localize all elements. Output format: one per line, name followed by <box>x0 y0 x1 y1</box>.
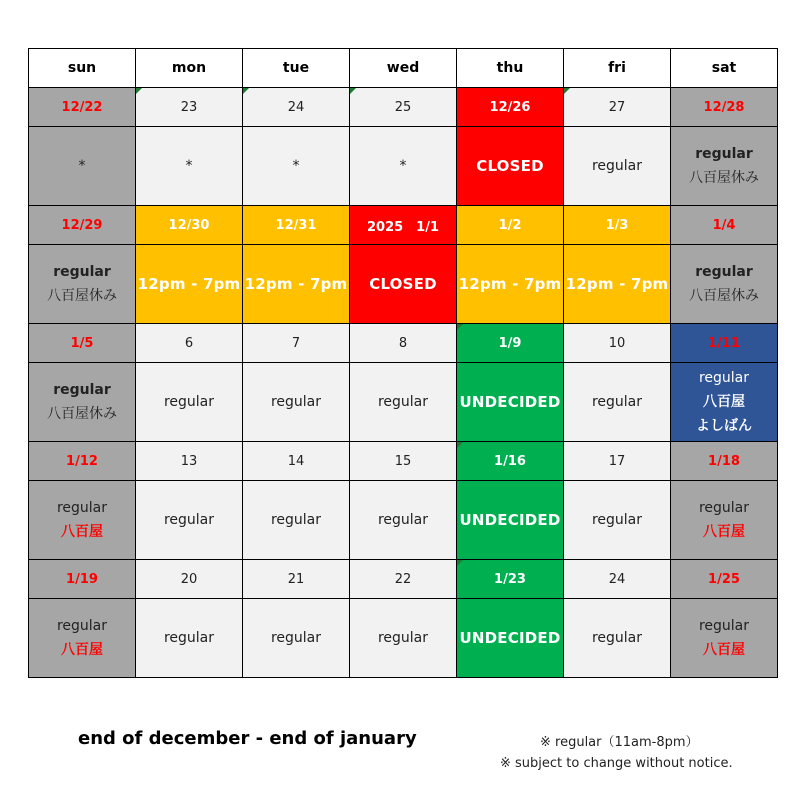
info-line: regular <box>698 618 750 634</box>
info-cell-thu <box>457 599 564 678</box>
date-cell-tue: 24 <box>243 88 350 127</box>
date-cell-wed: 2025 1/1 <box>350 206 457 245</box>
weekday-tue: tue <box>243 49 350 88</box>
info-line: CLOSED <box>369 275 437 293</box>
date-cell-fri: 24 <box>564 560 671 599</box>
date-cell-fri: 17 <box>564 442 671 481</box>
info-line: regular <box>591 394 643 410</box>
info-line: regular <box>163 512 215 528</box>
regular-hours-note: ※ regular（11am-8pm） <box>540 735 699 750</box>
info-line: 12pm - 7pm <box>244 275 348 293</box>
date-cell-wed: 15 <box>350 442 457 481</box>
info-line: regular <box>591 512 643 528</box>
info-line: 八百屋 <box>703 394 745 410</box>
info-cell-thu <box>457 481 564 560</box>
info-cell-sat <box>671 127 778 206</box>
week-info-row <box>29 481 778 560</box>
info-cell-fri <box>564 245 671 324</box>
week-date-row <box>29 88 778 127</box>
date-cell-sat: 1/11 <box>671 324 778 363</box>
date-cell-thu: 1/2 <box>457 206 564 245</box>
info-line: regular <box>695 264 753 280</box>
info-line: regular <box>698 370 750 386</box>
info-line: regular <box>695 146 753 162</box>
date-cell-mon: 13 <box>136 442 243 481</box>
week-info-row <box>29 127 778 206</box>
info-cell-sun <box>29 245 136 324</box>
week-date-row <box>29 324 778 363</box>
date-cell-thu: 1/16 <box>457 442 564 481</box>
info-cell-wed <box>350 363 457 442</box>
info-line: regular <box>698 500 750 516</box>
info-cell-fri <box>564 363 671 442</box>
info-cell-sun <box>29 481 136 560</box>
schedule-calendar <box>28 48 778 678</box>
info-line: regular <box>56 500 108 516</box>
weekday-sun: sun <box>29 49 136 88</box>
date-cell-sun: 12/29 <box>29 206 136 245</box>
week-info-row <box>29 599 778 678</box>
date-cell-fri: 27 <box>564 88 671 127</box>
date-cell-mon: 20 <box>136 560 243 599</box>
info-line: regular <box>53 382 111 398</box>
info-cell-thu <box>457 363 564 442</box>
info-cell-fri <box>564 127 671 206</box>
date-cell-mon: 23 <box>136 88 243 127</box>
info-line: * <box>399 158 407 174</box>
change-notice-note: ※ subject to change without notice. <box>500 756 733 771</box>
date-cell-thu: 12/26 <box>457 88 564 127</box>
info-line: regular <box>53 264 111 280</box>
week-info-row <box>29 363 778 442</box>
info-line: regular <box>377 394 429 410</box>
date-cell-mon: 6 <box>136 324 243 363</box>
date-cell-sun: 1/12 <box>29 442 136 481</box>
info-line: 八百屋休み <box>689 288 759 304</box>
info-line: regular <box>377 512 429 528</box>
info-cell-tue <box>243 363 350 442</box>
info-line: 八百屋休み <box>689 170 759 186</box>
info-line: UNDECIDED <box>459 511 561 529</box>
info-cell-tue <box>243 599 350 678</box>
weekday-fri: fri <box>564 49 671 88</box>
weekday-header <box>29 49 778 88</box>
week-date-row <box>29 206 778 245</box>
date-cell-wed: 8 <box>350 324 457 363</box>
info-cell-wed <box>350 481 457 560</box>
schedule-period-title: end of december - end of january <box>78 728 417 749</box>
info-cell-tue <box>243 245 350 324</box>
info-line: * <box>185 158 193 174</box>
info-line: regular <box>163 630 215 646</box>
date-cell-sun: 1/5 <box>29 324 136 363</box>
info-line: よしばん <box>696 418 752 434</box>
info-line: regular <box>270 394 322 410</box>
info-line: regular <box>56 618 108 634</box>
info-line: 八百屋 <box>703 642 745 658</box>
weekday-sat: sat <box>671 49 778 88</box>
weekday-mon: mon <box>136 49 243 88</box>
date-cell-tue: 7 <box>243 324 350 363</box>
weekday-thu: thu <box>457 49 564 88</box>
info-cell-sat <box>671 245 778 324</box>
date-cell-thu: 1/9 <box>457 324 564 363</box>
info-line: 八百屋 <box>61 642 103 658</box>
date-cell-thu: 1/23 <box>457 560 564 599</box>
date-cell-sat: 1/25 <box>671 560 778 599</box>
info-line: UNDECIDED <box>459 629 561 647</box>
info-line: 12pm - 7pm <box>137 275 241 293</box>
date-cell-tue: 14 <box>243 442 350 481</box>
info-line: 八百屋 <box>61 524 103 540</box>
date-cell-fri: 1/3 <box>564 206 671 245</box>
info-cell-sat <box>671 363 778 442</box>
info-cell-wed <box>350 599 457 678</box>
info-cell-sat <box>671 481 778 560</box>
info-line: * <box>78 158 86 174</box>
info-cell-mon <box>136 245 243 324</box>
week-date-row <box>29 560 778 599</box>
date-cell-sat: 1/18 <box>671 442 778 481</box>
info-line: regular <box>591 630 643 646</box>
info-cell-sat <box>671 599 778 678</box>
weekday-wed: wed <box>350 49 457 88</box>
date-cell-tue: 12/31 <box>243 206 350 245</box>
info-cell-sun <box>29 363 136 442</box>
info-line: regular <box>163 394 215 410</box>
info-line: * <box>292 158 300 174</box>
info-cell-tue <box>243 481 350 560</box>
week-info-row <box>29 245 778 324</box>
info-cell-sun <box>29 599 136 678</box>
info-line: 八百屋休み <box>47 406 117 422</box>
info-cell-thu <box>457 127 564 206</box>
info-line: 12pm - 7pm <box>458 275 562 293</box>
info-cell-mon <box>136 363 243 442</box>
info-cell-wed <box>350 245 457 324</box>
date-cell-sat: 12/28 <box>671 88 778 127</box>
date-cell-wed: 22 <box>350 560 457 599</box>
info-cell-wed <box>350 127 457 206</box>
info-line: regular <box>270 630 322 646</box>
info-cell-tue <box>243 127 350 206</box>
date-cell-sun: 1/19 <box>29 560 136 599</box>
info-line: 八百屋休み <box>47 288 117 304</box>
date-cell-tue: 21 <box>243 560 350 599</box>
info-line: 12pm - 7pm <box>565 275 669 293</box>
info-cell-thu <box>457 245 564 324</box>
info-line: regular <box>377 630 429 646</box>
info-line: CLOSED <box>476 157 544 175</box>
date-cell-wed: 25 <box>350 88 457 127</box>
info-cell-mon <box>136 127 243 206</box>
info-cell-fri <box>564 481 671 560</box>
date-cell-fri: 10 <box>564 324 671 363</box>
date-cell-sun: 12/22 <box>29 88 136 127</box>
date-cell-mon: 12/30 <box>136 206 243 245</box>
calendar-weeks <box>29 88 778 678</box>
info-line: 八百屋 <box>703 524 745 540</box>
date-cell-sat: 1/4 <box>671 206 778 245</box>
info-cell-mon <box>136 599 243 678</box>
info-cell-sun <box>29 127 136 206</box>
info-cell-mon <box>136 481 243 560</box>
info-cell-fri <box>564 599 671 678</box>
info-line: regular <box>270 512 322 528</box>
info-line: UNDECIDED <box>459 393 561 411</box>
info-line: regular <box>591 158 643 174</box>
week-date-row <box>29 442 778 481</box>
